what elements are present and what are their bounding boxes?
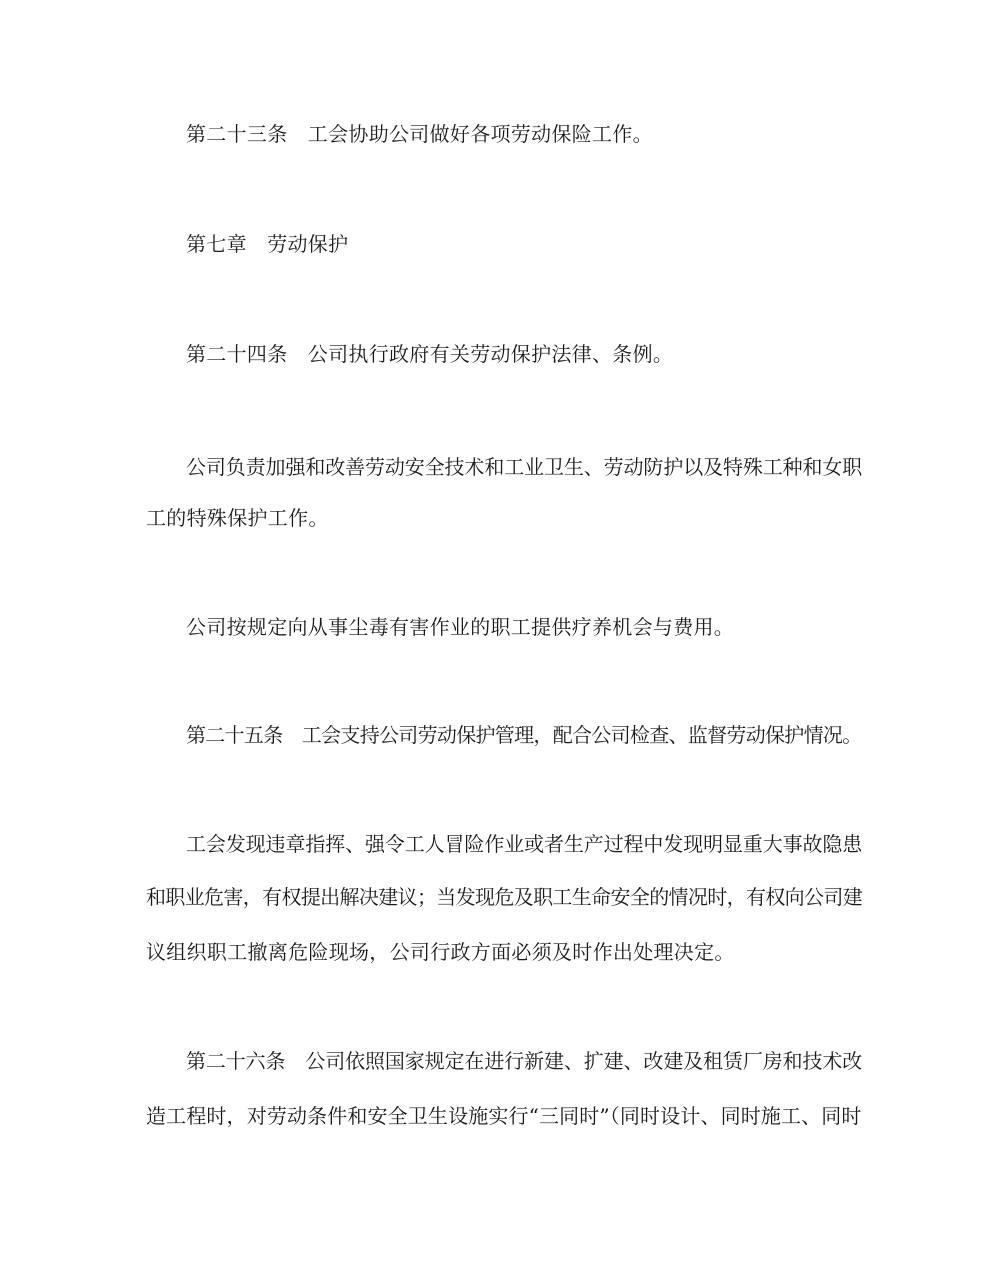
paragraph-line: 和职业危害，有权提出解决建议；当发现危及职工生命安全的情况时，有权向公司建	[146, 885, 863, 909]
paragraph-line: 公司负责加强和改善劳动安全技术和工业卫生、劳动防护以及特殊工种和女职	[186, 455, 863, 479]
paragraph-line: 工会发现违章指挥、强令工人冒险作业或者生产过程中发现明显重大事故隐患	[186, 832, 863, 856]
paragraph-line: 议组织职工撤离危险现场，公司行政方面必须及时作出处理决定。	[146, 940, 735, 964]
article-24: 第二十四条 公司执行政府有关劳动保护法律、条例。	[186, 342, 674, 366]
article-25: 第二十五条 工会支持公司劳动保护管理，配合公司检查、监督劳动保护情况。	[186, 723, 862, 747]
article-26: 第二十六条 公司依照国家规定在进行新建、扩建、改建及租赁厂房和技术改	[186, 1049, 863, 1073]
paragraph-line: 公司按规定向从事尘毒有害作业的职工提供疗养机会与费用。	[186, 615, 735, 639]
article-23: 第二十三条 工会协助公司做好各项劳动保险工作。	[186, 122, 653, 146]
chapter-7-heading: 第七章 劳动保护	[186, 232, 349, 256]
paragraph-line: 工的特殊保护工作。	[146, 506, 329, 530]
paragraph-line: 造工程时，对劳动条件和安全卫生设施实行“三同时”（同时设计、同时施工、同时	[146, 1104, 862, 1128]
